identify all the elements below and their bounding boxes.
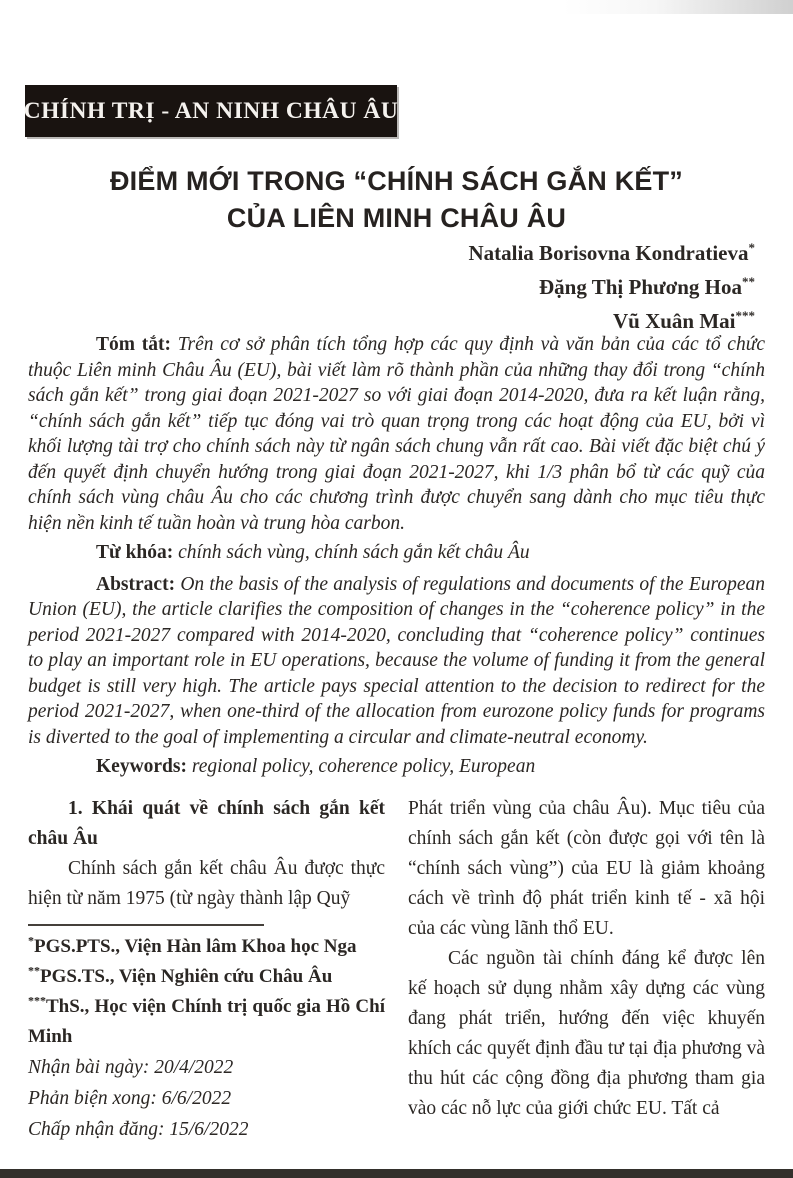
article-title-line1: ĐIỂM MỚI TRONG “CHÍNH SÁCH GẮN KẾT”	[109, 166, 684, 196]
abstract-english	[28, 572, 765, 751]
footnote-marker: *	[28, 933, 34, 948]
footnote-marker: **	[28, 963, 40, 978]
author-footnote-marker: **	[742, 274, 755, 289]
scan-artifact	[563, 0, 793, 14]
keywords-vi-label: Từ khóa:	[96, 542, 174, 563]
author-name-text: Natalia Borisovna Kondratieva	[468, 241, 749, 265]
author-name-text: Vũ Xuân Mai	[612, 309, 736, 333]
abstract-vi-label: Tóm tắt:	[96, 334, 171, 355]
footnote	[28, 992, 385, 1052]
article-body	[28, 332, 765, 1145]
date-reviewed: Phản biện xong: 6/6/2022	[28, 1087, 232, 1109]
author-footnote-marker: ***	[735, 308, 755, 323]
body-paragraph: Phát triển vùng của châu Âu). Mục tiêu của chính sách gắn kết (còn được gọi với tên là “chính sách vùng”) của EU là giảm khoảng cách về trình độ phát triển kinh tế - xã hội của các vùng lãnh thổ EU.	[408, 797, 765, 939]
two-column-section	[28, 794, 765, 1145]
author-name	[468, 236, 755, 270]
footnote-text: PGS.TS., Viện Nghiên cứu Châu Âu	[40, 965, 333, 987]
keywords-vietnamese	[28, 540, 765, 566]
keywords-vi-text: chính sách vùng, chính sách gắn kết châu Âu	[178, 542, 530, 563]
footnote-marker: ***	[28, 993, 46, 1008]
abstract-en-text: On the basis of the analysis of regulations and documents of the European Union (EU), the article clarifies the composition of changes in the “coherence policy” in the period 2021-2027 compared with 2014-2020, concluding that “coherence policy” continues to play an important role in EU operations, because the volume of funding it from the general budget is still very high. The article pays special attention to the decision to redirect for the period 2021-2027, when one-third of the allocation from eurozone policy funds for programs is diverted to the goal of implementing a circular and climate-neutral economy.	[28, 573, 765, 748]
keywords-en-text: regional policy, coherence policy, European	[191, 756, 536, 777]
body-paragraph: Chính sách gắn kết châu Âu được thực hiện từ năm 1975 (từ ngày thành lập Quỹ	[28, 857, 385, 909]
keywords-en-label: Keywords:	[96, 756, 187, 777]
category-banner	[25, 85, 397, 137]
date-received: Nhận bài ngày: 20/4/2022	[28, 1056, 234, 1078]
abstract-vi-text: Trên cơ sở phân tích tổng hợp các quy định và văn bản của các tổ chức thuộc Liên minh Châu Âu (EU), bài viết làm rõ thành phần của những thay đổi trong “chính sách gắn kết” trong giai đoạn 2021-2027 so với giai đoạn 2014-2020, đưa ra kết luận rằng, “chính sách gắn kết” tiếp tục đóng vai trò quan trọng trong các hoạt động của EU, bởi vì khối lượng tài trợ cho chính sách này từ ngân sách chung vẫn rất cao. Bài viết đặc biệt chú ý đến quyết định chuyển hướng trong giai đoạn 2021-2027, khi 1/3 phân bổ từ các quỹ của chính sách vùng châu Âu cho các chương trình được chuyển sang dành cho mục tiêu thực hiện nền kinh tế tuần hoàn và trung hòa carbon.	[28, 334, 766, 534]
date-accepted: Chấp nhận đăng: 15/6/2022	[28, 1118, 249, 1140]
article-title-line2: CỦA LIÊN MINH CHÂU ÂU	[226, 203, 567, 233]
author-name	[468, 270, 755, 304]
section-heading: 1. Khái quát về chính sách gắn kết châu Âu	[28, 797, 385, 849]
keywords-english	[28, 754, 765, 780]
author-list	[468, 236, 755, 338]
right-column	[408, 794, 765, 1145]
left-column	[28, 794, 385, 1145]
author-name-text: Đặng Thị Phương Hoa	[539, 275, 742, 299]
footnote	[28, 962, 385, 992]
category-banner-text: CHÍNH TRỊ - AN NINH CHÂU ÂU	[23, 97, 399, 124]
abstract-vietnamese	[28, 332, 765, 536]
footnote-text: ThS., Học viện Chính trị quốc gia Hồ Chí Minh	[28, 995, 385, 1047]
article-title	[0, 163, 793, 237]
body-paragraph: Các nguồn tài chính đáng kể được lên kế hoạch sử dụng nhằm xây dựng các vùng đang phát triển, hướng đến việc khuyến khích các quyết định đầu tư tại địa phương và thu hút các cộng đồng địa phương tham gia vào các nỗ lực của giới chức EU. Tất cả	[408, 947, 765, 1119]
footnote-divider	[28, 924, 264, 926]
abstract-en-label: Abstract:	[96, 573, 176, 595]
page-footer-bar	[0, 1169, 793, 1178]
footnote-text: PGS.PTS., Viện Hàn lâm Khoa học Nga	[34, 935, 357, 957]
author-footnote-marker: *	[748, 240, 755, 255]
footnote	[28, 932, 385, 962]
